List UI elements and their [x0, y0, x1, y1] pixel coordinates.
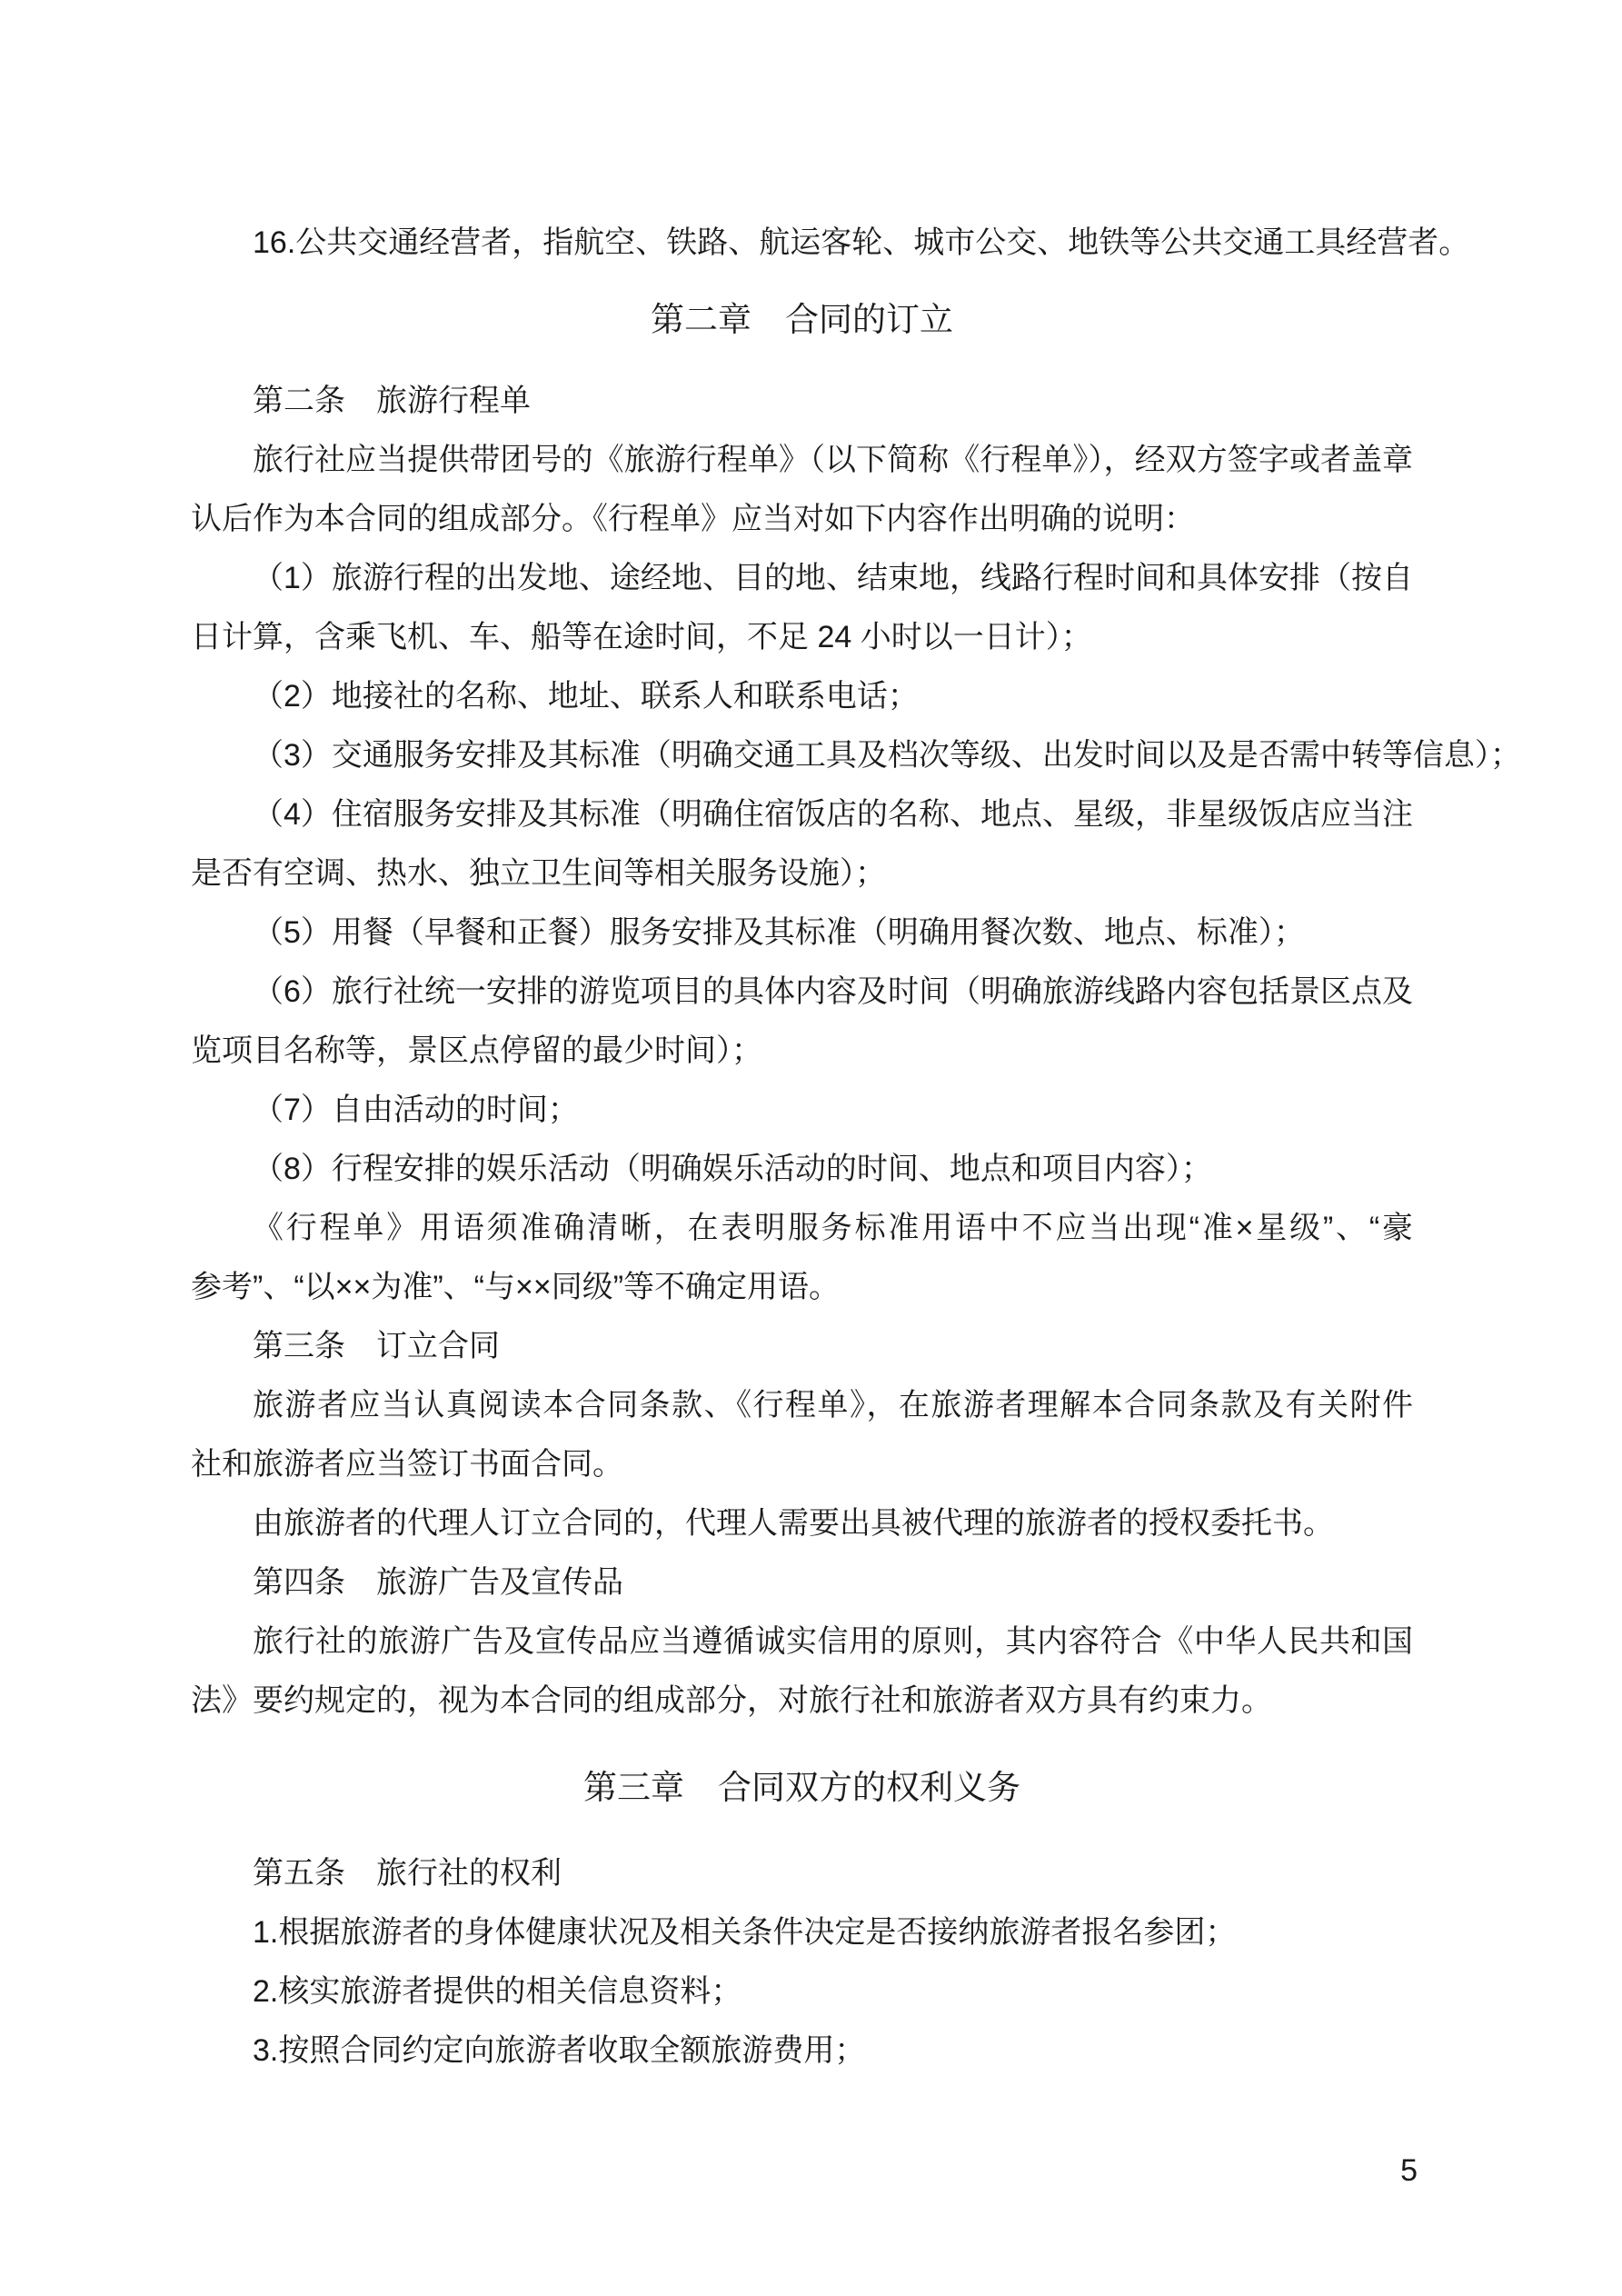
article-3-para-line: 由旅游者的代理人订立合同的，代理人需要出具被代理的旅游者的授权委托书。 — [253, 1506, 1334, 1541]
item-2-line: （2）地接社的名称、地址、联系人和联系电话； — [253, 679, 919, 714]
article-4-para-line: 法》要约规定的，视为本合同的组成部分，对旅行社和旅游者双方具有约束力。 — [191, 1683, 1272, 1718]
article-3-para-line: 旅游者应当认真阅读本合同条款、《行程单》，在旅游者理解本合同条款及有关附件 — [253, 1388, 1413, 1423]
item-3-line: （3）交通服务安排及其标准（明确交通工具及档次等级、出发时间以及是否需中转等信息）； — [253, 738, 1521, 773]
itinerary-wording-line: 《行程单》用语须准确清晰，在表明服务标准用语中不应当出现“准×星级”、“豪 — [253, 1211, 1413, 1245]
document-body — [191, 214, 1521, 2081]
article-5-item-1: 1.根据旅游者的身体健康状况及相关条件决定是否接纳旅游者报名参团； — [253, 1915, 1237, 1950]
article-4-para-line: 旅行社的旅游广告及宣传品应当遵循诚实信用的原则，其内容符合《中华人民共和国 — [253, 1624, 1413, 1659]
item-4-line: （4）住宿服务安排及其标准（明确住宿饭店的名称、地点、星级，非星级饭店应当注 — [253, 797, 1413, 832]
article-4-title: 第四条 旅游广告及宣传品 — [253, 1565, 623, 1600]
chapter-2-heading: 第二章 合同的订立 — [651, 301, 953, 338]
item-1-line: （1）旅游行程的出发地、途经地、目的地、结束地，线路行程时间和具体安排（按自 — [253, 561, 1413, 595]
article-5-item-2: 2.核实旅游者提供的相关信息资料； — [253, 1974, 742, 2009]
article-2-title: 第二条 旅游行程单 — [253, 384, 531, 418]
item-6-line: 览项目名称等，景区点停留的最少时间）； — [191, 1033, 762, 1068]
item-7-line: （7）自由活动的时间； — [253, 1093, 579, 1127]
chapter-3-heading: 第三章 合同双方的权利义务 — [583, 1769, 1020, 1806]
itinerary-wording-line: 参考”、“以××为准”、“与××同级”等不确定用语。 — [191, 1270, 841, 1304]
article-3-para-line: 社和旅游者应当签订书面合同。 — [191, 1447, 623, 1482]
page-number: 5 — [1400, 2153, 1418, 2188]
item-4-line: 是否有空调、热水、独立卫生间等相关服务设施）； — [191, 856, 886, 891]
item-5-line: （5）用餐（早餐和正餐）服务安排及其标准（明确用餐次数、地点、标准）； — [253, 915, 1305, 950]
article-5-title: 第五条 旅行社的权利 — [253, 1856, 562, 1891]
item-6-line: （6）旅行社统一安排的游览项目的具体内容及时间（明确旅游线路内容包括景区点及 — [253, 974, 1413, 1009]
item-8-line: （8）行程安排的娱乐活动（明确娱乐活动的时间、地点和项目内容）； — [253, 1152, 1212, 1186]
clause-16-line: 16.公共交通经营者，指航空、铁路、航运客轮、城市公交、地铁等公共交通工具经营者。 — [253, 225, 1470, 260]
item-1-line: 日计算，含乘飞机、车、船等在途时间，不足 24 小时以一日计）； — [191, 620, 1092, 654]
article-2-para-line: 认后作为本合同的组成部分。《行程单》应当对如下内容作出明确的说明： — [191, 502, 1195, 536]
article-3-title: 第三条 订立合同 — [253, 1329, 500, 1363]
article-2-para-line: 旅行社应当提供带团号的《旅游行程单》（以下简称《行程单》），经双方签字或者盖章 — [253, 443, 1413, 477]
article-5-item-3: 3.按照合同约定向旅游者收取全额旅游费用； — [253, 2033, 866, 2068]
